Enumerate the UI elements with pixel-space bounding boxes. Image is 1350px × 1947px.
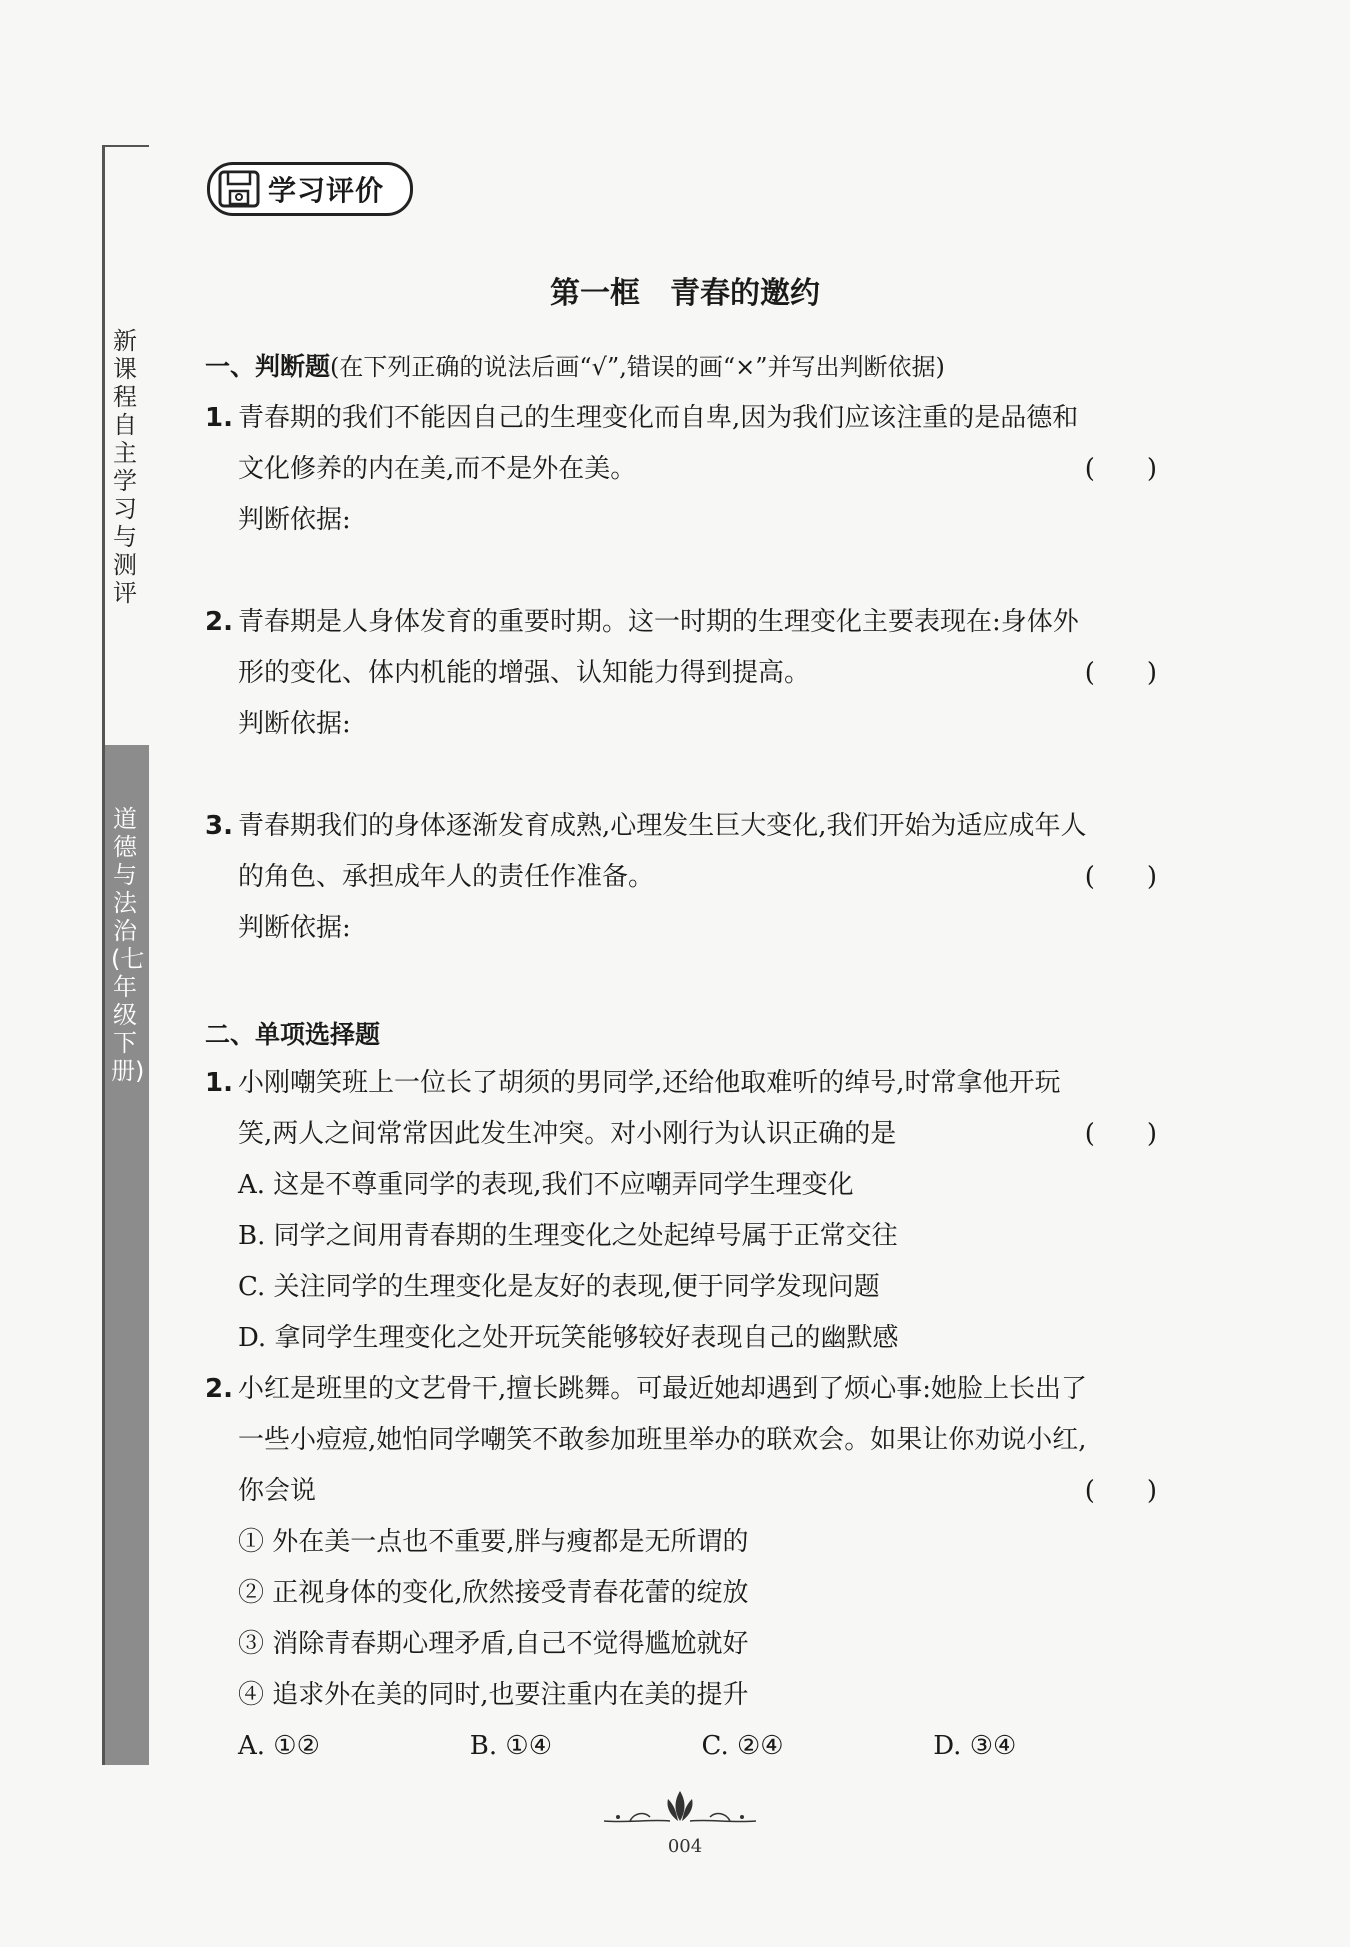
question-line (238, 852, 1165, 903)
question-line-text: 文化修养的内在美,而不是外在美。 (238, 454, 637, 484)
section1-heading (205, 347, 1165, 383)
judge-question-3 (205, 801, 1165, 954)
section2-heading: 二、单项选择题 (205, 1020, 381, 1049)
question-line: 青春期的我们不能因自己的生理变化而自卑,因为我们应该注重的是品德和 (238, 403, 1079, 433)
question-line (238, 1466, 1165, 1517)
sidebar-series-text: 新课程自主学习与测评 (113, 327, 137, 607)
question-line-text: 形的变化、体内机能的增强、认知能力得到提高。 (238, 658, 811, 688)
statement-3: ③ 消除青春期心理矛盾,自己不觉得尴尬就好 (238, 1629, 749, 1659)
judgment-basis-label: 判断依据: (238, 913, 351, 943)
option-d: D. 拿同学生理变化之处开玩笑能够较好表现自己的幽默感 (238, 1323, 899, 1353)
judge-question-1 (205, 393, 1165, 546)
answer-paren: ( ) (1084, 658, 1157, 688)
answer-a: A. ①② (238, 1731, 320, 1761)
judge-question-2 (205, 597, 1165, 750)
question-number: 1. (205, 403, 233, 433)
question-line: 一些小痘痘,她怕同学嘲笑不敢参加班里举办的联欢会。如果让你劝说小红, (238, 1425, 1087, 1455)
answer-paren: ( ) (1084, 862, 1157, 892)
page-number: 004 (667, 1836, 703, 1857)
question-number: 3. (205, 811, 233, 841)
question-line: 青春期我们的身体逐渐发育成熟,心理发生巨大变化,我们开始为适应成年人 (238, 811, 1087, 841)
badge-label: 学习评价 (268, 174, 385, 207)
section1-note: (在下列正确的说法后画“√”,错误的画“×”并写出判断依据) (330, 353, 945, 381)
option-c: C. 关注同学的生理变化是友好的表现,便于同学发现问题 (238, 1272, 880, 1302)
question-number: 1. (205, 1068, 233, 1098)
section-badge (207, 162, 413, 216)
option-b: B. 同学之间用青春期的生理变化之处起绰号属于正常交往 (238, 1221, 898, 1251)
answer-paren: ( ) (1084, 1119, 1157, 1149)
question-line: 青春期是人身体发育的重要时期。这一时期的生理变化主要表现在:身体外 (238, 607, 1079, 637)
sidebar-series-tab (102, 145, 149, 747)
choice-question-1 (205, 1058, 1165, 1364)
question-line-text: 笑,两人之间常常因此发生冲突。对小刚行为认识正确的是 (238, 1119, 897, 1149)
question-line: 小红是班里的文艺骨干,擅长跳舞。可最近她却遇到了烦心事:她脸上长出了 (238, 1374, 1088, 1404)
answer-d: D. ③④ (933, 1731, 1017, 1761)
judgment-basis-label: 判断依据: (238, 709, 351, 739)
sidebar-subject-tab (102, 745, 149, 1765)
floppy-disk-icon (216, 169, 264, 209)
section1-heading-text: 一、判断题 (205, 352, 331, 381)
answer-options (238, 1721, 1165, 1772)
statement-2: ② 正视身体的变化,欣然接受青春花蕾的绽放 (238, 1578, 749, 1608)
answer-b: B. ①④ (469, 1731, 553, 1761)
answer-paren: ( ) (1084, 454, 1157, 484)
question-line: 小刚嘲笑班上一位长了胡须的男同学,还给他取难听的绰号,时常拿他开玩 (238, 1068, 1061, 1098)
question-line (238, 444, 1165, 495)
question-number: 2. (205, 1374, 233, 1404)
statement-1: ① 外在美一点也不重要,胖与瘦都是无所谓的 (238, 1527, 749, 1557)
question-line (238, 648, 1165, 699)
floral-ornament-icon (600, 1787, 760, 1827)
question-number: 2. (205, 607, 233, 637)
statement-4: ④ 追求外在美的同时,也要注重内在美的提升 (238, 1680, 749, 1710)
answer-c: C. ②④ (701, 1731, 784, 1761)
page-title: 第一框 青春的邀约 (550, 276, 820, 311)
sidebar-subject-text: 道德与法治(七年级下册) (111, 805, 145, 1085)
option-a: A. 这是不尊重同学的表现,我们不应嘲弄同学生理变化 (238, 1170, 854, 1200)
question-line-text: 的角色、承担成年人的责任作准备。 (238, 862, 655, 892)
question-line-text: 你会说 (238, 1476, 317, 1506)
choice-question-2 (205, 1364, 1165, 1772)
answer-paren: ( ) (1084, 1476, 1157, 1506)
question-line (238, 1109, 1165, 1160)
judgment-basis-label: 判断依据: (238, 505, 351, 535)
